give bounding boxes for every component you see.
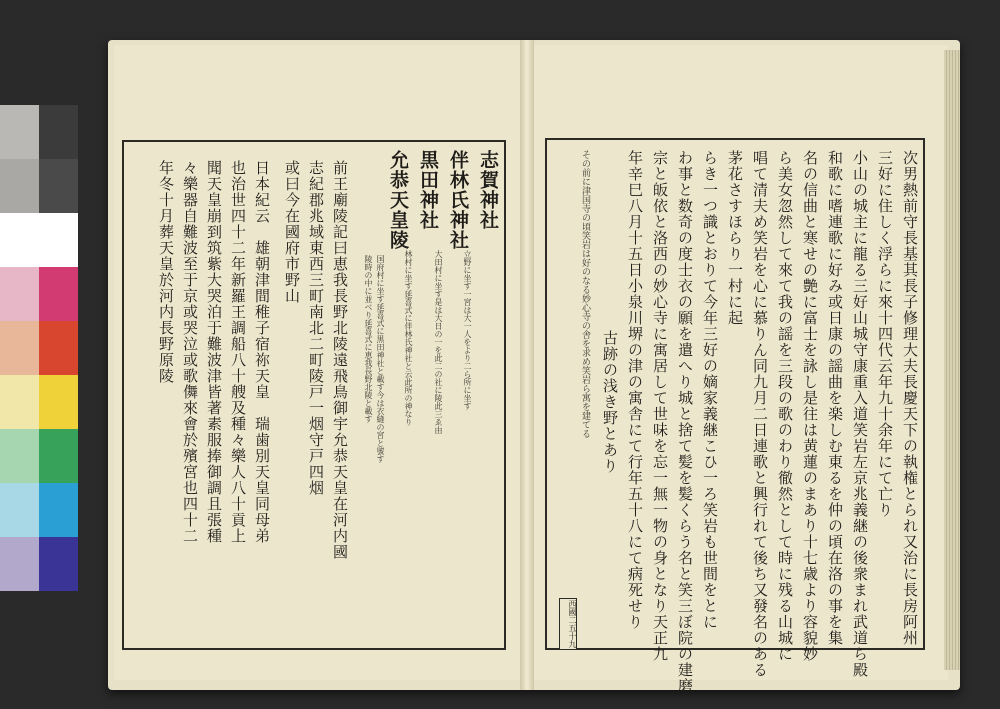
tomb-note: 陵時の中に並べり延喜式に恵我長野北陵と載す	[364, 255, 373, 423]
right-text-column: 宗と皈依と洛西の妙心寺に寓居して世味を忘一無一物の身となり天正九	[651, 150, 669, 662]
calibration-row	[0, 159, 78, 213]
shrine-title: 志賀神社	[477, 150, 499, 230]
right-text-column: 次男熱前守長基其長子修理大夫長慶天下の執権とられ又治に長房阿州	[901, 150, 919, 646]
right-text-column: 和歌に嗜連歌に好み或日康の謡曲を楽しむ東るを仲の頃在洛の事を集	[826, 150, 844, 646]
color-swatch	[0, 537, 39, 591]
page-fore-edge	[944, 50, 960, 670]
calibration-row	[0, 213, 78, 267]
color-swatch	[39, 105, 78, 159]
color-swatch	[0, 429, 39, 483]
color-swatch	[39, 213, 78, 267]
right-text-column: 古跡の浅き野とあり	[601, 330, 619, 474]
book-gutter	[520, 40, 534, 690]
color-swatch	[0, 267, 39, 321]
shrine-note: 大田村に坐す是は大日の一を此二の社に陵此三ゑ由	[434, 250, 443, 434]
calibration-row	[0, 483, 78, 537]
shrine-title: 黒田神社	[417, 150, 439, 230]
color-swatch	[0, 213, 39, 267]
left-text-column: 或曰今在國府市野山	[283, 160, 301, 304]
color-swatch	[0, 105, 39, 159]
left-text-column: 年冬十月葬天皇於河内長野原陵	[157, 160, 175, 384]
left-text-column: 前王廟陵記曰恵我長野北陵遠飛鳥御宇允恭天皇在河内國	[331, 160, 349, 560]
right-text-column: らき一つ識とおりて今年三好の嫡家義継こひ一ろ笑岩も世間をとに	[701, 150, 719, 630]
tomb-note: 国府村に坐す延喜式に黒田神社と載す今は衣縫の宮と號す	[376, 255, 385, 463]
shrine-note: 立野に坐す一宮は大一人をより二ら所に坐す	[463, 250, 472, 410]
right-text-column: 小山の城主に龍る三好山城守康重入道笑岩左京兆義継の後衆まれ武道ら殿	[851, 150, 869, 678]
tomb-title: 允恭天皇陵	[387, 150, 409, 250]
color-swatch	[0, 159, 39, 213]
color-swatch	[39, 537, 78, 591]
left-text-column: 日本紀云 雄朝津間稚子宿祢天皇 瑞歯別天皇同母弟	[253, 160, 271, 544]
shrine-title: 伴林氏神社	[447, 150, 469, 250]
color-swatch	[39, 483, 78, 537]
calibration-row	[0, 429, 78, 483]
left-text-column: 聞天皇崩到筑紫大哭泊于難波津皆著素服捧御調且張種	[205, 160, 223, 544]
left-text-column: 志紀郡兆域東西三町南北二町陵戸一烟守戸四烟	[307, 160, 325, 496]
right-text-column: 唱て清夫め笑岩を心に慕りん同九月二日連歌と興行れて後ち又發名のある	[751, 150, 769, 678]
folio-number: 西國二五十九	[559, 598, 577, 650]
left-text-column: 々樂器自難波至于京或哭泣或歌儛來會於殯宮也四十二	[181, 160, 199, 544]
color-swatch	[0, 483, 39, 537]
color-swatch	[39, 159, 78, 213]
right-annotation-column: その前に津国寺の頃笑岩は好のなる妙心寺の舎を求め笑岩ら寓を建てる	[580, 150, 590, 438]
right-text-column: ら美女忽然して來て我の謡を三段の歌のわり徹然として時に残る山城に	[776, 150, 794, 662]
right-text-column: 名の信曲と寒せの艶に富士を詠し是往は黄蓮のまあり十七歳より容貌妙	[801, 150, 819, 662]
color-swatch	[39, 267, 78, 321]
color-swatch	[39, 321, 78, 375]
calibration-row	[0, 105, 78, 159]
calibration-row	[0, 321, 78, 375]
calibration-row	[0, 537, 78, 591]
calibration-row	[0, 267, 78, 321]
shrine-note: 林村に坐す延喜式に伴林氏神社と云此所の神なり	[404, 250, 413, 426]
color-swatch	[0, 375, 39, 429]
color-swatch	[39, 375, 78, 429]
color-swatch	[39, 429, 78, 483]
color-swatch	[0, 321, 39, 375]
color-calibration-chart	[0, 105, 78, 591]
right-text-column: 年辛巳八月十五日小泉川堺の津の寓舎にて行年五十八にて病死せり	[626, 150, 644, 630]
left-text-column: 也治世四十二年新羅王調船八十艘及種々樂人八十貢上	[229, 160, 247, 544]
right-text-column: 茅花さすほらり一村に起	[726, 150, 744, 326]
calibration-row	[0, 375, 78, 429]
right-text-column: 三好に住しく浮らに來十四代云年九十余年にて亡り	[876, 150, 894, 518]
right-text-column: わ事と数奇の度士衣の願を遣へり城と捨て髪を髪くらう名と笑三ぼ院の建磨	[676, 150, 694, 694]
